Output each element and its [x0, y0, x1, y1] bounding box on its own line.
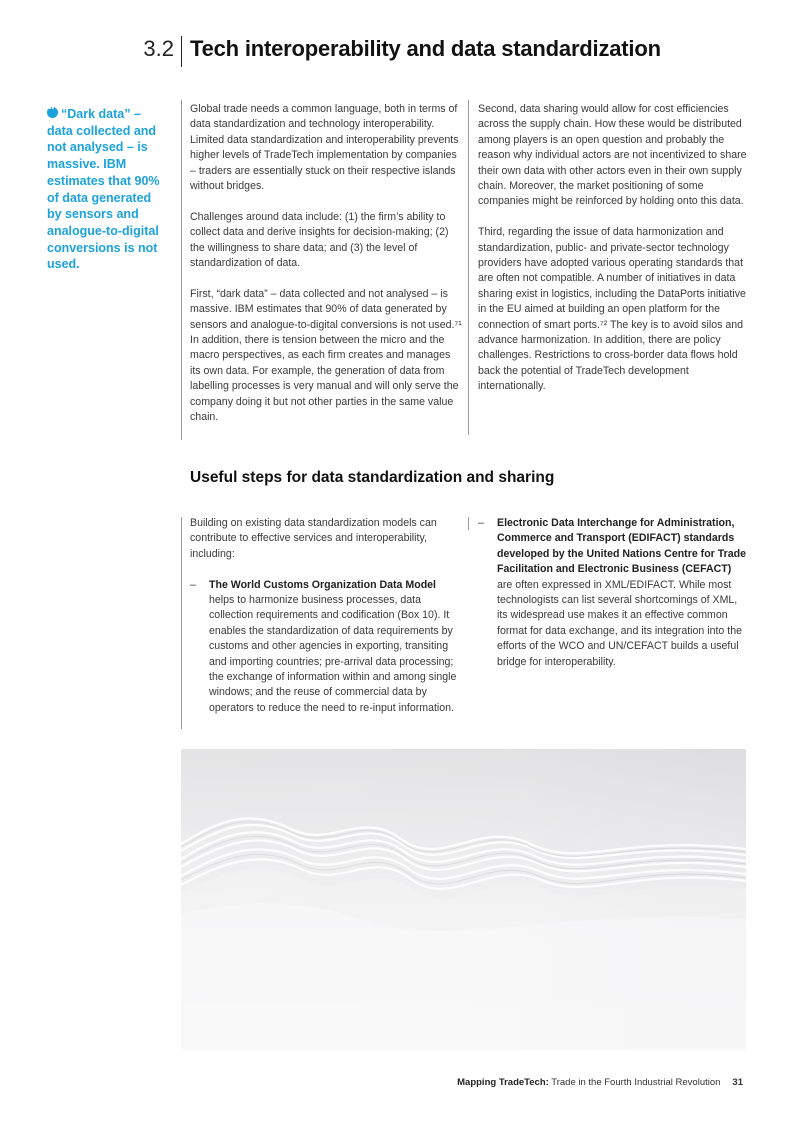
paragraph: Challenges around data include: (1) the firm’s ability to collect data and derive insights for decision-making; (2) the willingness to share data; and (3) the level of standardization of data.	[190, 210, 449, 270]
steps-column-1	[190, 516, 462, 716]
pull-quote-text: “Dark data” – data collected and not analysed – is massive. IBM estimates that 90% of data generated by sensors and analogue-to-digital conversions is not used.	[47, 107, 160, 272]
column-divider	[468, 100, 469, 435]
sidebar-divider	[181, 100, 182, 440]
list-dash: –	[478, 517, 484, 529]
paragraph: Global trade needs a common language, both in terms of data standardization and technology interoperability. Limited data standardization and interoperability prevents higher levels of TradeTech implementation by companies – traders are essentially stuck on their respective islands without bridges.	[190, 103, 459, 193]
footer-publication: Mapping TradeTech:	[457, 1077, 549, 1088]
wave-ribbons-graphic	[181, 749, 746, 1050]
list-item-title: Electronic Data Interchange for Administration, Commerce and Transport (EDIFACT) standards developed by the United Nations Centre for Trade Facilitation and Electronic Business (CEFACT)	[497, 517, 746, 576]
page-number: 31	[732, 1077, 743, 1088]
steps-column-2	[478, 516, 748, 670]
paragraph: Third, regarding the issue of data harmonization and standardization, public- and private-sector technology providers have adopted various operating standards that are often not compatible. A number of initiatives in data sharing exist in logistics, including the DataPorts initiative in the EU aimed at building an open platform for the connection of smart ports.⁷² The key is to avoid silos and advance harmonization. In addition, there are policy challenges. Restrictions to cross-border data flows hold back the potential of TradeTech development internationally.	[478, 226, 746, 393]
sidebar-divider-2	[181, 517, 182, 729]
footer-subtitle: Trade in the Fourth Industrial Revolution	[548, 1077, 721, 1088]
list-item-title: The World Customs Organization Data Model	[209, 578, 436, 591]
page-title: Tech interoperability and data standardization	[190, 36, 661, 61]
list-item-text: helps to harmonize business processes, data collection requirements and codification (Box 10). It enables the standardization of data requirements by customs and other agencies in exporting, transiting and importing countries; pre-arrival data processing; the exchange of information within and among single windows; and the reuse of commercial data by operators to reduce the need to re-input information.	[209, 594, 457, 714]
paragraph: First, “dark data” – data collected and not analysed – is massive. IBM estimates that 90% of data generated by sensors and analogue-to-digital conversions is not used.⁷¹ In addition, there is tension between the micro and the macro perspectives, as each firm creates and manages its own data. For example, the generation of data from labelling processes is very manual and will only serve the company doing it but not other parties in the same value chain.	[190, 287, 462, 424]
column-divider-2	[468, 517, 469, 530]
body-column-1	[190, 102, 462, 441]
section-subheading: Useful steps for data standardization and sharing	[190, 469, 555, 486]
list-item	[190, 578, 462, 717]
decorative-wave-image	[181, 749, 746, 1050]
pull-quote	[47, 106, 169, 273]
paragraph: Second, data sharing would allow for cost efficiencies across the supply chain. How these would be distributed among players is an open question and probably the reason why individual actors are not incentivized to share their own data with other actors even in their own supply chain. Moreover, the market positioning of some companies might be reinforced by holding onto this data.	[478, 103, 747, 208]
title-divider	[181, 36, 182, 67]
body-column-2	[478, 102, 748, 410]
list-item-text: are often expressed in XML/EDIFACT. While most technologists can list several shortcomings of XML, its widespread use makes it an effective common format for data exchange, and its integration into the efforts of the WCO and UN/CEFACT builds a useful bridge for interoperability.	[497, 578, 742, 668]
footer	[457, 1077, 743, 1088]
steps-intro: Building on existing data standardization models can contribute to effective services and interoperability, including:	[190, 517, 437, 560]
list-dash: –	[190, 578, 196, 591]
list-item	[478, 516, 748, 670]
section-number: 3.2	[143, 36, 174, 61]
quote-icon	[47, 107, 58, 118]
